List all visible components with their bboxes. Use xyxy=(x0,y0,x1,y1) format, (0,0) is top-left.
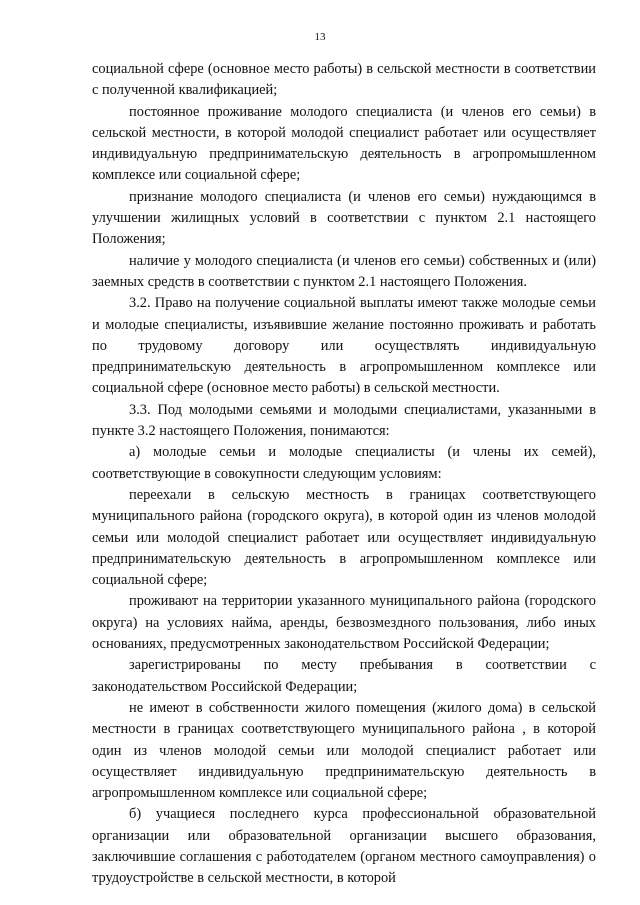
paragraph-condition-residence: постоянное проживание молодого специалиста (и членов его семьи) в сельской местности, в которой молодой специалист работает или осуществляет индивидуальную предпринимательскую деятельность в агропромышленном комплексе или социальной сфере; xyxy=(92,103,596,184)
page-number: 13 xyxy=(314,31,326,43)
paragraph-condition-housing-need: признание молодого специалиста (и членов его семьи) нуждающимся в улучшении жилищных условий в соответствии с пунктом 2.1 настоящего Положения; xyxy=(92,188,596,248)
paragraph-item-a: а) молодые семьи и молодые специалисты (и члены их семей), соответствующие в совокупности следующим условиям: xyxy=(92,444,596,482)
paragraph-condition-funds: наличие у молодого специалиста (и членов его семьи) собственных и (или) заемных средств в соответствии с пунктом 2.1 настоящего Положения. xyxy=(92,252,596,290)
paragraph-3-2: 3.2. Право на получение социальной выплаты имеют также молодые семьи и молодые специалисты, изъявившие желание постоянно проживать и работать по трудовому договору или осуществлять индивидуальную предпринимательскую деятельность в агропромышленном комплексе или социальной сфере (основное место работы) в сельской местности. xyxy=(92,295,596,397)
paragraph-condition-registered: зарегистрированы по месту пребывания в соответствии с законодательством Российской Федерации; xyxy=(92,657,596,695)
paragraph-condition-living: проживают на территории указанного муниципального района (городского округа) на условиях найма, аренды, безвозмездного пользования, либо иных основаниях, предусмотренных законодательством Российской Федерации; xyxy=(92,593,596,653)
paragraph-condition-relocated: переехали в сельскую местность в границах соответствующего муниципального района (городского округа), в которой один из членов молодой семьи или молодой специалист работает или осуществляет индивидуальную предпринимательскую деятельность в агропромышленном комплексе или социальной сфере; xyxy=(92,486,596,589)
paragraph-item-b: б) учащиеся последнего курса профессиональной образовательной организации или образовательной организации высшего образования, заключившие соглашения с работодателем (органом местного самоуправления) о трудоустройстве в сельской местности, в которой xyxy=(92,806,596,887)
paragraph-3-3: 3.3. Под молодыми семьями и молодыми специалистами, указанными в пункте 3.2 настоящего Положения, понимаются: xyxy=(92,401,596,440)
paragraph-condition-no-property: не имеют в собственности жилого помещения (жилого дома) в сельской местности в границах соответствующего муниципального района , в которой один из членов молодой семьи или молодой специалист работает или осуществляет индивидуальную предпринимательскую деятельность в агропромышленном комплексе или социальной сфере; xyxy=(92,699,596,802)
document-body xyxy=(92,59,596,890)
paragraph-continuation: социальной сфере (основное место работы) в сельской местности в соответствии с полученной квалификацией; xyxy=(92,61,596,99)
